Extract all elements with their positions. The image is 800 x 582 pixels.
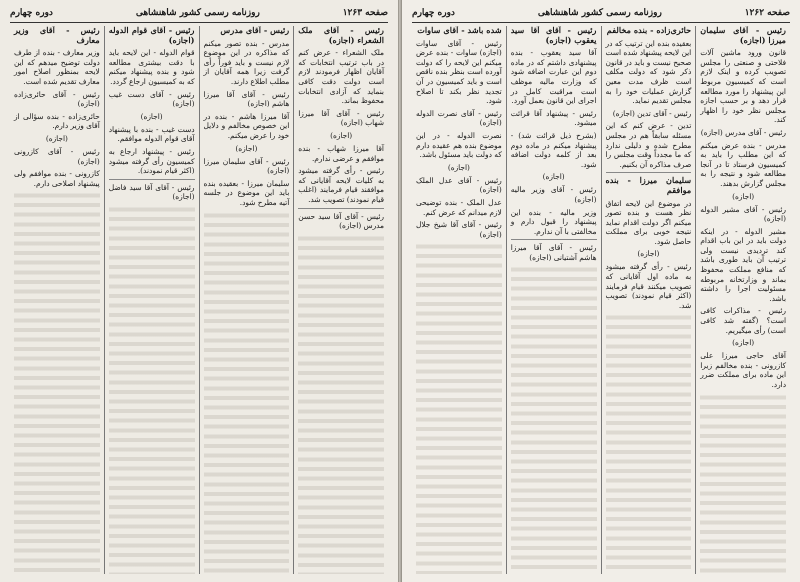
left-column-3 (104, 26, 199, 574)
vote-marker: (اجازه) (45, 133, 68, 143)
column-divider (511, 239, 597, 240)
right-page-number: صفحه ۱۲۶۲ (744, 8, 790, 18)
newsprint-texture (416, 242, 502, 574)
speech-paragraph: رئیس - آقای دست غیب (اجازه) (108, 89, 195, 109)
speech-paragraph: رئیس - آقای آقا سید فاضل (اجازه) (108, 182, 195, 202)
speech-paragraph: نصرت الدوله - در این موضوع بنده هم عقیده دارم که دولت باید مسئول باشد. (416, 130, 502, 160)
speech-paragraph: رئیس - رأی گرفته میشود به کلیات لایحه آقایانی که موافقند قیام فرمایند (اغلب قیام نمودند) تصویب شد. (298, 166, 384, 204)
speech-paragraph: ملک الشعراء - عرض کنم در باب ترتیب انتخابات که آقایان اظهار فرمودند لازم است دولت دقت کافی بنماید که آزادی انتخابات محفوظ بماند. (298, 48, 384, 106)
left-page (0, 0, 398, 582)
speech-paragraph: (بشرح ذیل قرائت شد) - پیشنهاد میکنم در ماده دوم بعد از کلمه دولت اضافه شود. (510, 130, 597, 169)
vote-marker: (اجازه) (732, 191, 755, 201)
speech-paragraph: رئیس - آقای عدل الملک (اجازه) (416, 175, 502, 195)
right-column-3 (506, 26, 601, 574)
speech-paragraph: مدرس - بنده تصور میکنم که مذاکره در این موضوع لازم نیست و باید فوراً رأی گرفت زیرا همه آقایان از مطلب اطلاع دارند. (203, 38, 290, 86)
speaker-heading: رئیس - آقای قوام الدوله (اجازه) (108, 26, 195, 45)
column-divider (606, 172, 692, 173)
speaker-heading: رئیس - آقای مدرس (220, 26, 290, 35)
column-divider (298, 208, 384, 209)
newsprint-texture (204, 211, 290, 575)
speaker-heading: رئیس - آقای وزیر معارف (14, 26, 100, 45)
speech-paragraph: آقا سید یعقوب - بنده پیشنهادی داشتم که در ماده دوم این عبارت اضافه شود که وزارت مالیه موظف است مراقبت کامل در اجرای این قانون بعمل آورد. (510, 48, 597, 106)
speech-paragraph: رئیس - آقای آقا میرزا هاشم آشتیانی (اجازه) (510, 243, 597, 262)
newsprint-texture (606, 313, 692, 574)
speech-paragraph: سلیمان میرزا - بعقیده بنده باید این موضوع در جلسه آتیه مطرح شود. (203, 178, 290, 207)
speech-paragraph: رئیس - آقای آقا میرزا شهاب (اجازه) (298, 108, 384, 128)
speech-paragraph: در موضوع این لایحه اتفاق نظر هست و بنده تصور میکنم اگر دولت اقدام نماید نتیجه خوبی برای مملکت حاصل شود. (605, 198, 692, 246)
right-column-2 (601, 26, 696, 574)
left-page-header (10, 6, 388, 23)
speech-paragraph: رئیس - پیشنهاد آقا قرائت میشود. (510, 108, 597, 128)
column-divider (109, 179, 195, 180)
speech-paragraph: تدین - عرض کنم که این مسئله سابقاً هم در مجلس مطرح شده و دلیلی ندارد که ما مجدداً وقت مجلس را صرف مذاکره آن بکنیم. (605, 121, 692, 169)
speech-paragraph: حائری‌زاده - بنده سؤالی از آقای وزیر دارم. (14, 111, 100, 131)
vote-marker: (اجازه) (235, 143, 258, 153)
speech-paragraph: وزیر معارف - بنده از طرف دولت توضیح میدهم که این لایحه بمنظور اصلاح امور معارف تقدیم شده است. (14, 48, 100, 86)
speech-paragraph: رئیس - آقای وزیر مالیه (اجازه) (510, 185, 597, 204)
left-journal-title: روزنامه رسمی کشور شاهنشاهی (135, 8, 260, 18)
left-column-1 (293, 26, 388, 574)
left-column-2 (199, 26, 294, 574)
right-columns (412, 26, 790, 574)
speech-paragraph: کازرونی - بنده موافقم ولی پیشنهاد اصلاحی دارم. (14, 169, 100, 188)
right-journal-title: روزنامه رسمی کشور شاهنشاهی (537, 8, 662, 18)
left-session: دوره چهارم (10, 8, 53, 18)
speech-paragraph: رئیس - رأی گرفته میشود به ماده اول آقایانی که تصویب میکنند قیام فرمایند (اکثر قیام نمودند) تصویب شد. (605, 262, 692, 310)
speech-paragraph: رئیس - آقای نصرت الدوله (اجازه) (416, 108, 502, 128)
vote-marker: (اجازه) (330, 130, 353, 140)
speaker-heading: رئیس - آقای ملک الشعراء (اجازه) (298, 26, 384, 45)
speech-paragraph: مشیر الدوله - در اینکه دولت باید در این باب اقدام کند تردیدی نیست ولی ترتیب آن باید طوری باشد که منافع مملکت محفوظ بماند و وزارتخانه مربوطه مسئولیت اجرا را داشته باشد. (700, 226, 786, 303)
speech-paragraph: مدرس - بنده عرض میکنم که این مطلب را باید به کمیسیون فرستاد تا در آنجا مطالعه شود و نتیجه را به مجلس گزارش بدهند. (700, 140, 786, 188)
speech-paragraph: عدل الملک - بنده توضیحی لازم میدانم که عرض کنم. (416, 197, 502, 217)
left-column-4 (10, 26, 104, 574)
speech-paragraph: رئیس - آقای تدین (اجازه) (612, 108, 692, 118)
speaker-heading: رئیس - آقای آقا سید یعقوب (اجازه) (510, 26, 597, 45)
speech-paragraph: وزیر مالیه - بنده این پیشنهاد را قبول دارم و مخالفتی با آن ندارم. (510, 207, 597, 236)
left-page-number: صفحه ۱۲۶۳ (342, 8, 388, 18)
speech-paragraph: قوام الدوله - این لایحه باید با دقت بیشتری مطالعه شود و بنده پیشنهاد میکنم که به کمیسیون ارجاع گردد. (108, 48, 195, 86)
newsprint-texture (298, 234, 384, 574)
newsprint-texture (109, 205, 195, 574)
vote-marker: (اجازه) (447, 162, 470, 172)
vote-marker: (اجازه) (637, 249, 660, 259)
vote-marker: (اجازه) (732, 338, 755, 348)
vote-marker: (اجازه) (542, 172, 565, 182)
speech-paragraph: رئیس - پیشنهاد ارجاع به کمیسیون رأی گرفته میشود (اکثر قیام نمودند). (108, 146, 195, 176)
speech-paragraph: رئیس - آقای آقا میرزا هاشم (اجازه) (203, 89, 290, 109)
speech-paragraph: رئیس - مذاکرات کافی است؟ (گفته شد کافی است) رأی میگیریم. (700, 306, 786, 335)
speech-paragraph: رئیس - آقای آقا شیخ جلال (اجازه) (416, 220, 502, 239)
vote-marker: (اجازه) (140, 111, 163, 121)
speech-paragraph: رئیس - آقای سلیمان میرزا (اجازه) (203, 156, 290, 176)
speech-paragraph: رئیس - آقای مشیر الدوله (اجازه) (700, 204, 786, 224)
speech-paragraph: دست غیب - بنده با پیشنهاد آقای قوام الدوله موافقم. (108, 124, 195, 144)
speech-paragraph: قانون ورود ماشین آلات فلاحتی و صنعتی را مجلس تصویب کرده و اینک لازم است که کمیسیون مربوط این پیشنهاد را مورد مطالعه قرار دهد و بر حسب اجازه مجلس نظر خود را اظهار کند. (700, 48, 786, 125)
speech-paragraph: آقای حاجی میرزا علی کازرونی - بنده مخالفم زیرا این ماده برای مملکت ضرر دارد. (700, 351, 786, 389)
speaker-heading: رئیس - آقای سلیمان میرزا (اجازه) (700, 26, 786, 45)
right-page (402, 0, 800, 582)
speaker-heading: حائری‌زاده - بنده مخالفم (606, 26, 692, 35)
right-column-1 (695, 26, 790, 574)
speech-paragraph: رئیس - آقای آقا سید حسن مدرس (اجازه) (298, 211, 384, 231)
speech-paragraph: بعقیده بنده این ترتیب که در این لایحه پیشنهاد شده است صحیح نیست و باید در قانون ذکر شود که دولت مکلف است ظرف مدت معین گزارش عملیات خود را به مجلس تقدیم نماید. (605, 38, 692, 106)
left-columns (10, 26, 388, 574)
speech-paragraph: رئیس - آقای مدرس (اجازه) (700, 127, 786, 137)
newsprint-texture (14, 191, 100, 574)
speech-paragraph: آقا میرزا شهاب - بنده موافقم و عرضی ندارم. (298, 143, 384, 163)
speech-paragraph: رئیس - آقای کازرونی (اجازه) (14, 146, 100, 166)
right-page-header (412, 6, 790, 23)
speech-paragraph: رئیس - آقای حائری‌زاده (اجازه) (14, 89, 100, 109)
speech-paragraph: آقا میرزا هاشم - بنده در این خصوص مخالفم و دلایل خود را عرض میکنم. (203, 111, 290, 140)
newsprint-texture (700, 393, 786, 574)
speaker-heading: شده باشد - آقای ساوات (417, 26, 502, 35)
speech-paragraph: رئیس - آقای ساوات (اجازه) ساوات - بنده عرض میکنم این لایحه را که دولت آورده است بنظر بنده ناقص است و باید کمیسیون در آن تجدید نظر بکند تا اصلاح شود. (416, 38, 502, 106)
right-session: دوره چهارم (412, 8, 455, 18)
right-column-4 (412, 26, 506, 574)
newsprint-texture (511, 265, 597, 574)
speaker-heading: سلیمان میرزا - بنده موافقم (605, 175, 692, 195)
